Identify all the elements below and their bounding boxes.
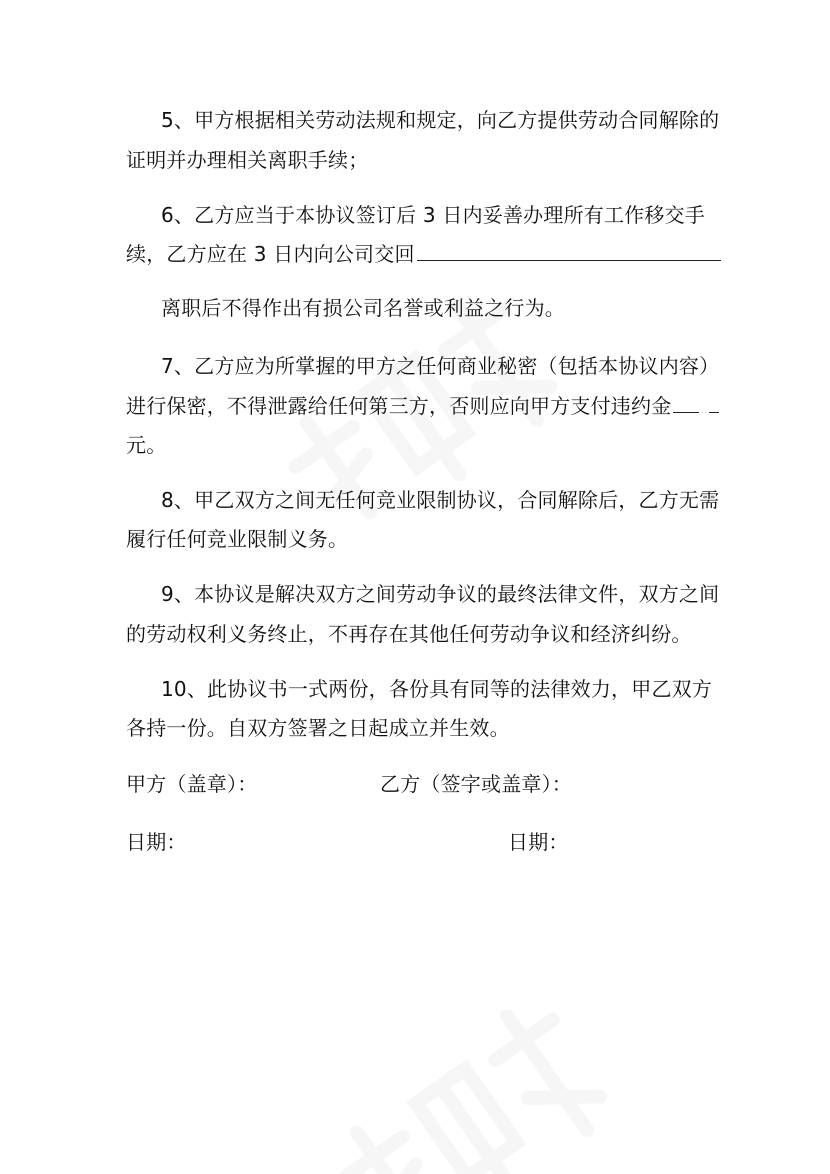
clause-9-line-2: 的劳动权利义务终止，不再存在其他任何劳动争议和经济纠纷。 <box>126 622 692 646</box>
clause-6-continued: 离职后不得作出有损公司名誉或利益之行为。 <box>161 296 565 320</box>
party-b-seal-label: 乙方（签字或盖章）： <box>380 772 572 796</box>
clause-5-line-2: 证明并办理相关离职手续； <box>126 148 369 172</box>
clause-6-line-1: 6、乙方应当于本协议签订后 3 日内妥善办理所有工作移交手 <box>161 203 705 227</box>
clause-6-line-2-text: 续，乙方应在 3 日内向公司交回 <box>126 242 415 266</box>
clause-7-line-2 <box>126 392 719 420</box>
return-items-blank[interactable] <box>417 240 721 261</box>
clause-5-line-1: 5、甲方根据相关劳动法规和规定，向乙方提供劳动合同解除的 <box>161 108 720 132</box>
penalty-amount-blank-extra[interactable] <box>709 392 719 413</box>
party-a-seal-label: 甲方（盖章）： <box>126 772 258 796</box>
party-b-date-label: 日期： <box>508 830 569 854</box>
clause-8-line-2: 履行任何竞业限制义务。 <box>126 527 349 551</box>
party-a-date-label: 日期： <box>126 830 187 854</box>
clause-6-line-2 <box>126 240 721 268</box>
clause-9-line-1: 9、本协议是解决双方之间劳动争议的最终法律文件，双方之间 <box>161 582 720 606</box>
watermark-logo-bottom <box>300 1010 630 1174</box>
penalty-amount-blank[interactable] <box>673 392 699 413</box>
clause-10-line-2: 各持一份。自双方签署之日起成立并生效。 <box>126 716 510 740</box>
clause-7-line-2-text: 进行保密，不得泄露给任何第三方，否则应向甲方支付违约金 <box>126 394 672 418</box>
clause-10-line-1: 10、此协议书一式两份，各份具有同等的法律效力，甲乙双方 <box>161 677 713 701</box>
clause-8-line-1: 8、甲乙双方之间无任何竞业限制协议，合同解除后，乙方无需 <box>161 488 720 512</box>
clause-7-line-3: 元。 <box>126 433 167 457</box>
clause-7-line-1: 7、乙方应为所掌握的甲方之任何商业秘密（包括本协议内容） <box>161 354 720 378</box>
